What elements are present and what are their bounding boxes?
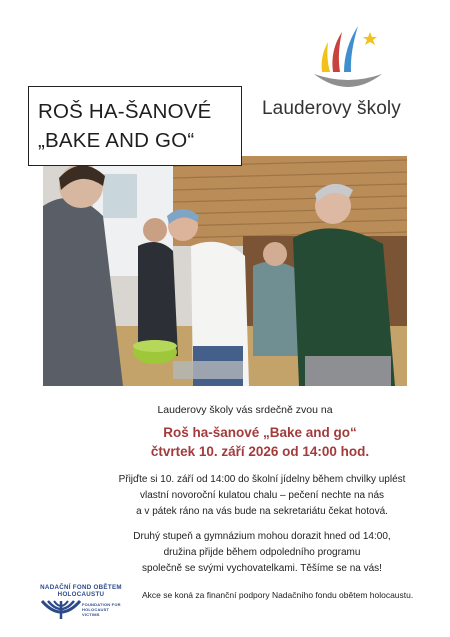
fund-logo: [40, 584, 122, 617]
brand-name: Lauderovy školy: [262, 98, 401, 119]
paragraph-line: Přijďte si 10. září od 14:00 do školní jídelny během chvilky uplést: [118, 474, 406, 485]
paragraph-details: [92, 472, 432, 520]
fund-name-line-2: HOLOCAUSTU: [57, 591, 105, 598]
paragraph-line: vlastní novoroční kulatou chalu – pečení nechte na nás: [139, 490, 385, 501]
title-box: [28, 86, 242, 166]
menorah-icon: [40, 599, 82, 621]
lauder-schools-logo-icon: [308, 24, 388, 96]
paragraph-schedule: [92, 529, 432, 577]
event-date: čtvrtek 10. září 2026 od 14:00 hod.: [150, 444, 370, 459]
fund-name-line-1: NADAČNÍ FOND OBĚTEM: [40, 584, 122, 591]
paragraph-line: Druhý stupeň a gymnázium mohou dorazit hned od 14:00,: [133, 531, 391, 542]
fund-sub: [82, 602, 124, 617]
paragraph-line: a v pátek ráno na vás bude na sekretariátu čekat hotová.: [136, 506, 388, 517]
fund-sub-line-1: FOUNDATION FOR: [82, 602, 121, 607]
event-photo: [43, 156, 407, 386]
funding-note: Akce se koná za finanční podpory Nadačního fondu obětem holocaustu.: [142, 590, 414, 600]
paragraph-line: družina přijde během odpoledního programu: [163, 547, 361, 558]
title-line-2: „BAKE AND GO“: [38, 129, 195, 152]
title-line-1: ROŠ HA-ŠANOVÉ: [38, 100, 212, 123]
paragraph-line: společně se svými vychovatelkami. Těšíme se na vás!: [142, 563, 382, 574]
invite-intro: Lauderovy školy vás srdečně zvou na: [157, 404, 333, 416]
fund-sub-line-2: HOLOCAUST VICTIMS: [82, 607, 110, 617]
event-name: Roš ha-šanové „Bake and go“: [163, 425, 357, 440]
